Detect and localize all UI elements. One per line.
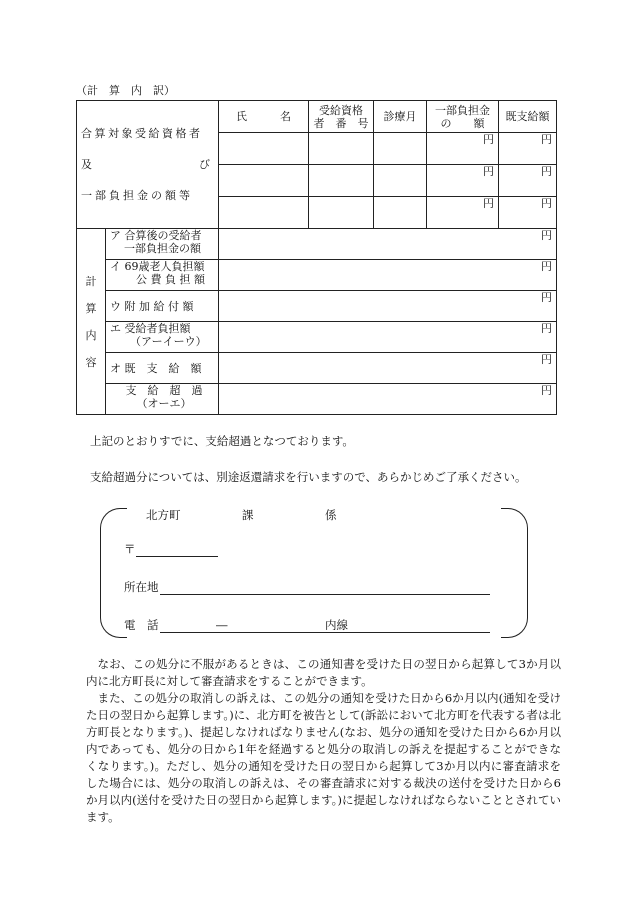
name-cell[interactable] [219, 165, 309, 197]
calc-row-c-line1: ウ 附 加 給 付 額 [110, 299, 194, 313]
amount-cell[interactable] [427, 133, 499, 165]
overpayment-statement: 上記のとおりすでに、支給超過となつております。 [90, 434, 354, 448]
postal-mark: 〒 [124, 542, 136, 556]
calc-row-f-line1: 支 給 超 過 [125, 384, 203, 397]
refund-statement: 支給超過分については、別途返還請求を行いますので、あらかじめご了承ください。 [90, 470, 527, 484]
month-cell[interactable] [374, 165, 427, 197]
recipient-label-and-1: 及 [81, 158, 92, 171]
calculation-table [76, 100, 557, 415]
yen-unit: 円 [541, 260, 552, 273]
calc-row-d-line2: （アーイーウ） [130, 335, 207, 348]
paid-cell[interactable] [499, 197, 557, 229]
recipient-label-line3: 一部負担金の額等 [81, 189, 193, 202]
calculation-heading: （計 算 内 訳） [76, 84, 175, 97]
header-amount-line2: の 額 [440, 116, 485, 130]
calc-row-d-line1: エ 受給者負担額 [110, 322, 191, 335]
header-amount-line1: 一部負担金 [435, 103, 490, 117]
header-paid-amount: 既支給額 [499, 101, 557, 133]
calc-row-e-line1: オ 既 支 給 額 [110, 361, 202, 375]
yen-unit: 円 [541, 322, 552, 335]
month-cell[interactable] [374, 197, 427, 229]
yen-unit: 円 [541, 133, 552, 146]
extension-label: 内線 [325, 618, 348, 632]
header-copay-amount [427, 101, 499, 133]
paid-cell[interactable] [499, 165, 557, 197]
yen-unit: 円 [541, 353, 552, 366]
header-recipient-number [309, 101, 374, 133]
calc-row-b-label [106, 260, 219, 291]
lawsuit-notice-paragraph: また、この処分の取消しの訴えは、この処分の通知を受けた日から6か月以内(通知を受けた日の翌日から起算します。)に、北方町を被告として(訴訟において北方町を代表する者は北方町長となります。)、提起しなければなりません(なお、処分の通知を受けた日から6か月以内であっても、処分の日から1年を経過すると処分の取消しの訴えを提起することができなくなります。)。ただし、処分の通知を受けた日の翌日から起算して3か月以内に審査請求をした場合には、処分の取消しの訴えは、その審査請求に対する裁決の送付を受けた日から6か月以内(送付を受けた日の翌日から起算します。)に提起しなければならないこととされています。 [86, 691, 561, 824]
phone-dash: ― [216, 618, 228, 632]
calc-row-f-value[interactable] [219, 384, 557, 415]
header-name: 氏 名 [219, 101, 309, 133]
recipient-label-and-2: び [199, 158, 210, 171]
appeal-notice-paragraph: なお、この処分に不服があるときは、この通知書を受けた日の翌日から起算して3か月以内に北方町長に対して審査請求をすることができます。 [86, 657, 561, 688]
calc-row-e-value[interactable] [219, 353, 557, 384]
calc-label-char: 計 [85, 274, 97, 288]
calc-row-c-label [106, 291, 219, 322]
calc-row-e-label [106, 353, 219, 384]
calc-row-a-line1: ア 合算後の受給者 [110, 229, 202, 242]
calc-row-c-value[interactable] [219, 291, 557, 322]
yen-unit: 円 [483, 165, 494, 178]
calc-row-f-line2: （オーエ） [136, 397, 192, 410]
yen-unit: 円 [541, 197, 552, 210]
yen-unit: 円 [541, 165, 552, 178]
yen-unit: 円 [541, 291, 552, 304]
contact-town: 北方町 [146, 508, 181, 522]
yen-unit: 円 [541, 384, 552, 397]
paid-cell[interactable] [499, 133, 557, 165]
calc-row-b-line1: イ 69歳老人負担額 [110, 260, 205, 273]
calc-label-char: 算 [85, 301, 97, 315]
calc-row-b-value[interactable] [219, 260, 557, 291]
postal-code-line[interactable] [136, 556, 218, 557]
phone-label: 電 話 [124, 618, 159, 632]
calc-row-f-label [106, 384, 219, 415]
header-number-line1: 受給資格 [319, 103, 363, 117]
contact-right-bracket [501, 508, 528, 638]
calc-label-char: 内 [85, 328, 97, 342]
recipient-label-line1: 合算対象受給資格者 [81, 127, 203, 140]
contact-section: 課 [242, 508, 254, 522]
number-cell[interactable] [309, 133, 374, 165]
calc-row-d-value[interactable] [219, 322, 557, 353]
name-cell[interactable] [219, 197, 309, 229]
amount-cell[interactable] [427, 165, 499, 197]
header-month: 診療月 [374, 101, 427, 133]
calc-vertical-label [77, 229, 106, 415]
yen-unit: 円 [483, 133, 494, 146]
yen-unit: 円 [541, 229, 552, 242]
contact-left-bracket [100, 508, 127, 638]
contact-staff: 係 [325, 508, 337, 522]
amount-cell[interactable] [427, 197, 499, 229]
calc-row-a-line2: 一部負担金の額 [124, 242, 201, 255]
month-cell[interactable] [374, 133, 427, 165]
calc-label-char: 容 [85, 355, 97, 369]
number-cell[interactable] [309, 197, 374, 229]
address-label: 所在地 [124, 580, 159, 594]
address-line[interactable] [160, 594, 490, 595]
header-number-line2: 者 番 号 [313, 116, 369, 130]
yen-unit: 円 [483, 197, 494, 210]
calc-row-a-label [106, 229, 219, 260]
name-cell[interactable] [219, 133, 309, 165]
recipient-label-line2 [81, 158, 218, 171]
calc-row-d-label [106, 322, 219, 353]
number-cell[interactable] [309, 165, 374, 197]
calc-row-b-line2: 公 費 負 担 額 [136, 273, 205, 286]
phone-line[interactable] [160, 632, 490, 633]
calc-row-a-value[interactable] [219, 229, 557, 260]
recipient-label-cell [77, 101, 219, 229]
